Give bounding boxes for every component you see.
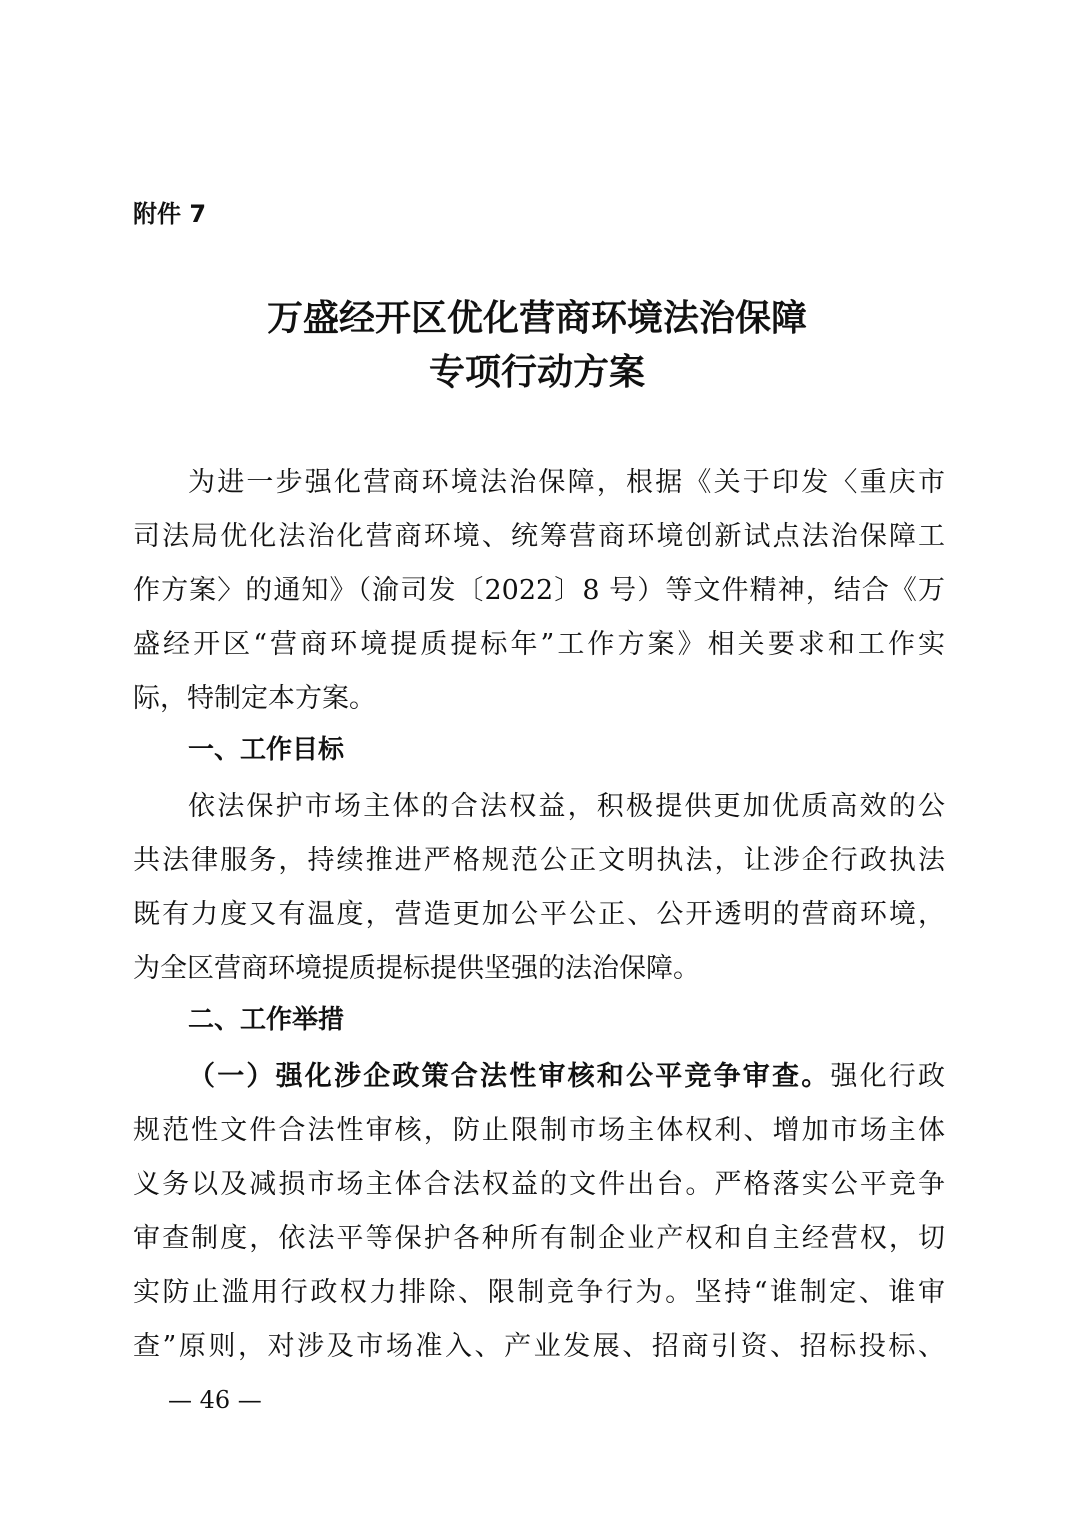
section1-line: 为全区营商环境提质提标提供坚强的法治保障。 [133,953,700,984]
section-heading-measures: 二、工作举措 [188,1005,345,1035]
section1-line: 共法律服务，持续推进严格规范公正文明执法，让涉企行政执法 [133,845,945,876]
attachment-label: 附件 7 [133,200,207,228]
section2-item1-line: 义务以及减损市场主体合法权益的文件出台。严格落实公平竞争 [133,1169,945,1200]
document-title-line-2: 专项行动方案 [428,351,645,393]
item1-bold-lead: （一）强化涉企政策合法性审核和公平竞争审查。 [188,1061,831,1092]
intro-line: 盛经开区“营商环境提质提标年”工作方案》相关要求和工作实 [133,629,945,660]
section1-line: 既有力度又有温度，营造更加公平公正、公开透明的营商环境， [133,899,945,930]
section2-item1-line: 规范性文件合法性审核，防止限制市场主体权利、增加市场主体 [133,1115,945,1146]
page-number: — 46 — [168,1386,262,1414]
item1-first-line-rest: 强化行政 [830,1061,946,1092]
section-heading-goals: 一、工作目标 [188,735,345,765]
intro-line: 际，特制定本方案。 [133,683,376,714]
document-title-line-1: 万盛经开区优化营商环境法治保障 [266,297,807,339]
intro-line: 司法局优化法治化营商环境、统筹营商环境创新试点法治保障工 [133,521,945,552]
intro-line: 为进一步强化营商环境法治保障，根据《关于印发〈重庆市 [188,467,945,498]
section2-item1-line: 查”原则，对涉及市场准入、产业发展、招商引资、招标投标、 [133,1331,945,1362]
section2-item1-line: 审查制度，依法平等保护各种所有制企业产权和自主经营权，切 [133,1223,945,1254]
section2-item1-first-line [188,1057,945,1097]
intro-line: 作方案〉的通知》（渝司发〔2022〕8 号）等文件精神，结合《万 [133,575,945,606]
section2-item1-line: 实防止滥用行政权力排除、限制竞争行为。坚持“谁制定、谁审 [133,1277,945,1308]
section1-line: 依法保护市场主体的合法权益，积极提供更加优质高效的公 [188,791,945,822]
